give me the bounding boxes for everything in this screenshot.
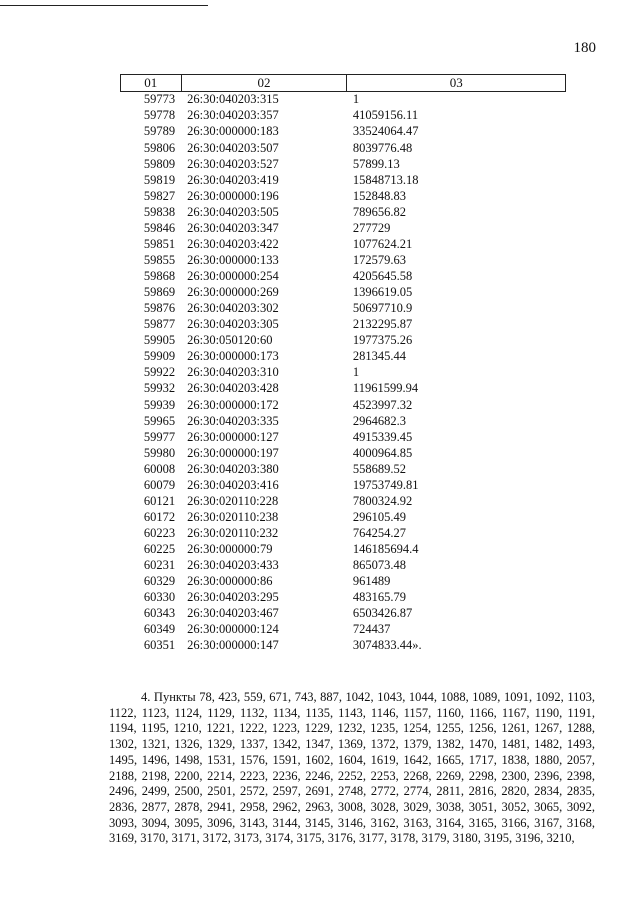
cell-number: 60121 bbox=[143, 493, 176, 508]
table-row bbox=[121, 494, 566, 510]
cell-cadastral-number: 26:30:040203:347 bbox=[187, 220, 279, 235]
table-row bbox=[121, 333, 566, 349]
cell-cadastral-number: 26:30:000000:197 bbox=[187, 445, 279, 460]
table-row bbox=[121, 413, 566, 429]
cell-cadastral-number: 26:30:040203:527 bbox=[187, 156, 279, 171]
cell-value: 50697710.9 bbox=[352, 301, 413, 316]
table-row bbox=[121, 140, 566, 156]
cell-value: 152848.83 bbox=[352, 188, 407, 203]
cell-value: 6503426.87 bbox=[352, 606, 413, 621]
table-row bbox=[121, 478, 566, 494]
cell-cadastral-number: 26:30:000000:269 bbox=[187, 285, 279, 300]
cell-value: 764254.27 bbox=[352, 526, 407, 541]
cell-value: 1 bbox=[352, 365, 360, 380]
cell-value: 11961599.94 bbox=[352, 381, 419, 396]
cell-cadastral-number: 26:30:000000:254 bbox=[187, 269, 279, 284]
cell-cadastral-number: 26:30:000000:124 bbox=[187, 622, 279, 637]
cell-value: 2964682.3 bbox=[352, 413, 407, 428]
cell-value: 3074833.44». bbox=[352, 638, 422, 653]
cell-number: 60351 bbox=[143, 638, 176, 653]
top-rule bbox=[0, 5, 208, 6]
cell-value: 281345.44 bbox=[352, 349, 407, 364]
table-row bbox=[121, 590, 566, 606]
cell-number: 59939 bbox=[143, 397, 176, 412]
cell-cadastral-number: 26:30:040203:357 bbox=[187, 108, 279, 123]
cell-cadastral-number: 26:30:040203:310 bbox=[187, 365, 279, 380]
cell-value: 7800324.92 bbox=[352, 493, 413, 508]
cell-number: 60225 bbox=[143, 542, 176, 557]
table-row bbox=[121, 510, 566, 526]
cell-cadastral-number: 26:30:040203:315 bbox=[187, 92, 279, 107]
cell-number: 59846 bbox=[143, 220, 176, 235]
cell-value: 33524064.47 bbox=[352, 124, 419, 139]
cell-value: 277729 bbox=[352, 220, 391, 235]
table-row bbox=[121, 445, 566, 461]
table-row bbox=[121, 397, 566, 413]
cell-cadastral-number: 26:30:000000:196 bbox=[187, 188, 279, 203]
cell-cadastral-number: 26:30:000000:183 bbox=[187, 124, 279, 139]
paragraph-item-4: 4. Пункты 78, 423, 559, 671, 743, 887, 1042, 1043, 1044, 1088, 1089, 1091, 1092, 1103, 1122, 1123, 1124, 1129, 1132, 1134, 1135, 1143, 1146, 1157, 1160, 1166, 1167, 1190, 1191, 1194, 1195, 1210, 1221, 1222, 1223, 1229, 1232, 1235, 1254, 1255, 1256, 1261, 1267, 1288, 1302, 1321, 1326, 1329, 1337, 1342, 1347, 1369, 1372, 1379, 1382, 1470, 1481, 1482, 1493, 1495, 1496, 1498, 1531, 1576, 1591, 1602, 1604, 1619, 1642, 1665, 1717, 1838, 1880, 2057, 2188, 2198, 2200, 2214, 2223, 2236, 2246, 2252, 2253, 2268, 2269, 2298, 2300, 2396, 2398, 2496, 2499, 2500, 2501, 2572, 2597, 2691, 2748, 2772, 2774, 2811, 2816, 2820, 2834, 2835, 2836, 2877, 2878, 2941, 2958, 2962, 2963, 3008, 3028, 3029, 3038, 3051, 3052, 3065, 3092, 3093, 3094, 3095, 3096, 3143, 3144, 3145, 3146, 3162, 3163, 3164, 3165, 3166, 3167, 3168, 3169, 3170, 3171, 3172, 3173, 3174, 3175, 3176, 3177, 3178, 3179, 3180, 3195, 3196, 3210, bbox=[109, 690, 595, 846]
table-row bbox=[121, 638, 566, 654]
cell-cadastral-number: 26:30:000000:79 bbox=[187, 542, 273, 557]
table-row bbox=[121, 237, 566, 253]
cell-value: 4000964.85 bbox=[352, 445, 413, 460]
cell-cadastral-number: 26:30:040203:428 bbox=[187, 381, 279, 396]
cell-cadastral-number: 26:30:040203:380 bbox=[187, 461, 279, 476]
cell-number: 60079 bbox=[143, 477, 176, 492]
cell-value: 483165.79 bbox=[352, 590, 407, 605]
table-row bbox=[121, 606, 566, 622]
cell-cadastral-number: 26:30:020110:238 bbox=[187, 509, 279, 524]
table-row bbox=[121, 285, 566, 301]
cell-number: 59868 bbox=[143, 269, 176, 284]
cell-value: 41059156.11 bbox=[352, 108, 419, 123]
cell-number: 59905 bbox=[143, 333, 176, 348]
cell-value: 8039776.48 bbox=[352, 140, 413, 155]
cell-number: 59806 bbox=[143, 140, 176, 155]
cell-value: 789656.82 bbox=[352, 204, 407, 219]
cell-number: 59851 bbox=[143, 236, 176, 251]
cell-cadastral-number: 26:30:040203:295 bbox=[187, 590, 279, 605]
column-header-01: 01 bbox=[121, 75, 182, 92]
table-row bbox=[121, 188, 566, 204]
cell-number: 60008 bbox=[143, 461, 176, 476]
cell-cadastral-number: 26:30:000000:133 bbox=[187, 252, 279, 267]
cell-value: 1 bbox=[352, 92, 360, 107]
cell-number: 59909 bbox=[143, 349, 176, 364]
cell-value: 2132295.87 bbox=[352, 317, 413, 332]
cell-cadastral-number: 26:30:040203:305 bbox=[187, 317, 279, 332]
cell-cadastral-number: 26:30:040203:335 bbox=[187, 413, 279, 428]
cell-cadastral-number: 26:30:040203:419 bbox=[187, 172, 279, 187]
cell-number: 59877 bbox=[143, 317, 176, 332]
cell-cadastral-number: 26:30:000000:86 bbox=[187, 574, 273, 589]
cell-value: 296105.49 bbox=[352, 509, 407, 524]
cell-number: 59980 bbox=[143, 445, 176, 460]
cell-value: 1077624.21 bbox=[352, 236, 413, 251]
cell-value: 4205645.58 bbox=[352, 269, 413, 284]
table-row bbox=[121, 381, 566, 397]
cell-number: 59922 bbox=[143, 365, 176, 380]
table-row bbox=[121, 156, 566, 172]
cell-value: 1977375.26 bbox=[352, 333, 413, 348]
column-header-03: 03 bbox=[347, 75, 566, 92]
cell-cadastral-number: 26:30:040203:433 bbox=[187, 558, 279, 573]
table-row bbox=[121, 253, 566, 269]
cell-value: 961489 bbox=[352, 574, 391, 589]
cell-value: 146185694.4 bbox=[352, 542, 419, 557]
table-row bbox=[121, 108, 566, 124]
cell-number: 59827 bbox=[143, 188, 176, 203]
table-row bbox=[121, 622, 566, 638]
cell-cadastral-number: 26:30:040203:505 bbox=[187, 204, 279, 219]
cell-number: 59965 bbox=[143, 413, 176, 428]
table-row bbox=[121, 365, 566, 381]
table-row bbox=[121, 574, 566, 590]
cell-number: 60231 bbox=[143, 558, 176, 573]
cell-cadastral-number: 26:30:000000:173 bbox=[187, 349, 279, 364]
cell-number: 59838 bbox=[143, 204, 176, 219]
page-number: 180 bbox=[573, 40, 596, 56]
table-row bbox=[121, 301, 566, 317]
cell-value: 1396619.05 bbox=[352, 285, 413, 300]
cell-value: 172579.63 bbox=[352, 252, 407, 267]
table-row bbox=[121, 461, 566, 477]
cell-cadastral-number: 26:30:000000:127 bbox=[187, 429, 279, 444]
column-header-02: 02 bbox=[181, 75, 347, 92]
table-row bbox=[121, 526, 566, 542]
table-row bbox=[121, 204, 566, 220]
cell-number: 60349 bbox=[143, 622, 176, 637]
cell-cadastral-number: 26:30:040203:302 bbox=[187, 301, 279, 316]
cell-number: 60343 bbox=[143, 606, 176, 621]
cell-number: 60330 bbox=[143, 590, 176, 605]
table-row bbox=[121, 92, 566, 109]
cell-value: 724437 bbox=[352, 622, 391, 637]
cell-number: 59809 bbox=[143, 156, 176, 171]
cell-cadastral-number: 26:30:020110:232 bbox=[187, 526, 279, 541]
table-row bbox=[121, 124, 566, 140]
table-header-row bbox=[121, 75, 566, 92]
cell-cadastral-number: 26:30:040203:467 bbox=[187, 606, 279, 621]
cell-number: 60329 bbox=[143, 574, 176, 589]
cell-cadastral-number: 26:30:000000:147 bbox=[187, 638, 279, 653]
cell-cadastral-number: 26:30:040203:422 bbox=[187, 236, 279, 251]
cell-value: 865073.48 bbox=[352, 558, 407, 573]
cell-number: 59932 bbox=[143, 381, 176, 396]
table-row bbox=[121, 269, 566, 285]
cell-cadastral-number: 26:30:000000:172 bbox=[187, 397, 279, 412]
cell-number: 59789 bbox=[143, 124, 176, 139]
cell-value: 19753749.81 bbox=[352, 477, 419, 492]
cell-value: 57899.13 bbox=[352, 156, 400, 171]
register-table bbox=[120, 74, 566, 654]
cell-value: 15848713.18 bbox=[352, 172, 419, 187]
table-row bbox=[121, 172, 566, 188]
cell-value: 4915339.45 bbox=[352, 429, 413, 444]
table-row bbox=[121, 349, 566, 365]
cell-number: 59876 bbox=[143, 301, 176, 316]
cell-value: 4523997.32 bbox=[352, 397, 413, 412]
table-row bbox=[121, 221, 566, 237]
table-row bbox=[121, 542, 566, 558]
cell-number: 59855 bbox=[143, 252, 176, 267]
cell-number: 59819 bbox=[143, 172, 176, 187]
cell-cadastral-number: 26:30:040203:507 bbox=[187, 140, 279, 155]
table-row bbox=[121, 429, 566, 445]
cell-cadastral-number: 26:30:020110:228 bbox=[187, 493, 279, 508]
cell-number: 59773 bbox=[143, 92, 176, 107]
cell-value: 558689.52 bbox=[352, 461, 407, 476]
cell-number: 60223 bbox=[143, 526, 176, 541]
cell-cadastral-number: 26:30:040203:416 bbox=[187, 477, 279, 492]
cell-cadastral-number: 26:30:050120:60 bbox=[187, 333, 273, 348]
cell-number: 59977 bbox=[143, 429, 176, 444]
cell-number: 59869 bbox=[143, 285, 176, 300]
cell-number: 60172 bbox=[143, 509, 176, 524]
table-row bbox=[121, 558, 566, 574]
table-row bbox=[121, 317, 566, 333]
cell-number: 59778 bbox=[143, 108, 176, 123]
